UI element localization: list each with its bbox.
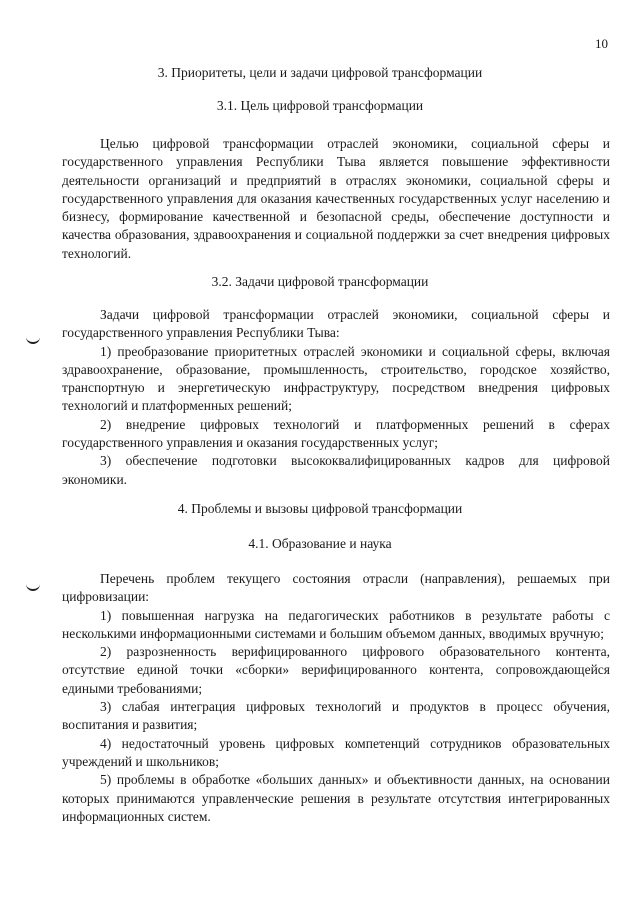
problem-item-4: 4) недостаточный уровень цифровых компетенций сотрудников образовательных учреждений и школьников; (62, 735, 610, 769)
problem-item-1: 1) повышенная нагрузка на педагогических работников в результате работы с несколькими информационными системами и большим объемом данных, вводимых вручную; (62, 607, 610, 641)
section-3-title: 3. Приоритеты, цели и задачи цифровой трансформации (157, 65, 483, 80)
problem-item-3: 3) слабая интеграция цифровых технологий и продуктов в процесс обучения, воспитания и развития; (62, 699, 610, 733)
subsection-4-1-title: 4.1. Образование и наука (248, 536, 392, 551)
task-item-1: 1) преобразование приоритетных отраслей экономики и социальной сферы, включая здравоохранение, образование, промышленность, строительство, городское хозяйство, транспортную и энергетическую инфраструктуру, посредством внедрения цифровых технологий и платформенных решений; (62, 343, 610, 414)
section-4-title: 4. Проблемы и вызовы цифровой трансформации (177, 501, 463, 516)
problems-intro: Перечень проблем текущего состояния отрасли (направления), решаемых при цифровизации: (62, 571, 610, 605)
margin-pencil-mark (26, 336, 40, 344)
goal-paragraph (62, 135, 610, 263)
task-item-2: 2) внедрение цифровых технологий и платформенных решений в сферах государственного управления и оказания государственных услуг; (62, 416, 610, 451)
subsection-3-2-title: 3.2. Задачи цифровой трансформации (211, 274, 429, 289)
task-item-3: 3) обеспечение подготовки высококвалифицированных кадров для цифровой экономики. (62, 453, 610, 487)
page-number: 10 (595, 36, 608, 51)
subsection-3-1-title: 3.1. Цель цифровой трансформации (216, 98, 424, 113)
problem-item-5: 5) проблемы в обработке «больших данных» и объективности данных, на основании которых принимаются управленческие решения в результате отсутствия интегрированных информационных систем. (62, 772, 610, 824)
tasks-list (62, 306, 610, 489)
problem-item-2: 2) разрозненность верифицированного цифрового образовательного контента, отсутствие единой точки «сборки» верифицированного контента, сопровождающейся едиными требованиями; (62, 644, 610, 696)
goal-text: Целью цифровой трансформации отраслей экономики, социальной сферы и государственного управления Республики Тыва является повышение эффективности деятельности организаций и предприятий в отраслях экономики, социальной сферы и государственного управления для оказания качественных государственных услуг населению и бизнесу, формирование качественной и безопасной среды, обеспечение доступности и качества образования, здравоохранения и социальной поддержки за счет внедрения цифровых технологий. (62, 136, 610, 261)
problems-list (62, 570, 610, 826)
margin-pencil-mark-2 (26, 583, 40, 591)
tasks-intro: Задачи цифровой трансформации отраслей экономики, социальной сферы и государственного управления Республики Тыва: (62, 307, 610, 341)
